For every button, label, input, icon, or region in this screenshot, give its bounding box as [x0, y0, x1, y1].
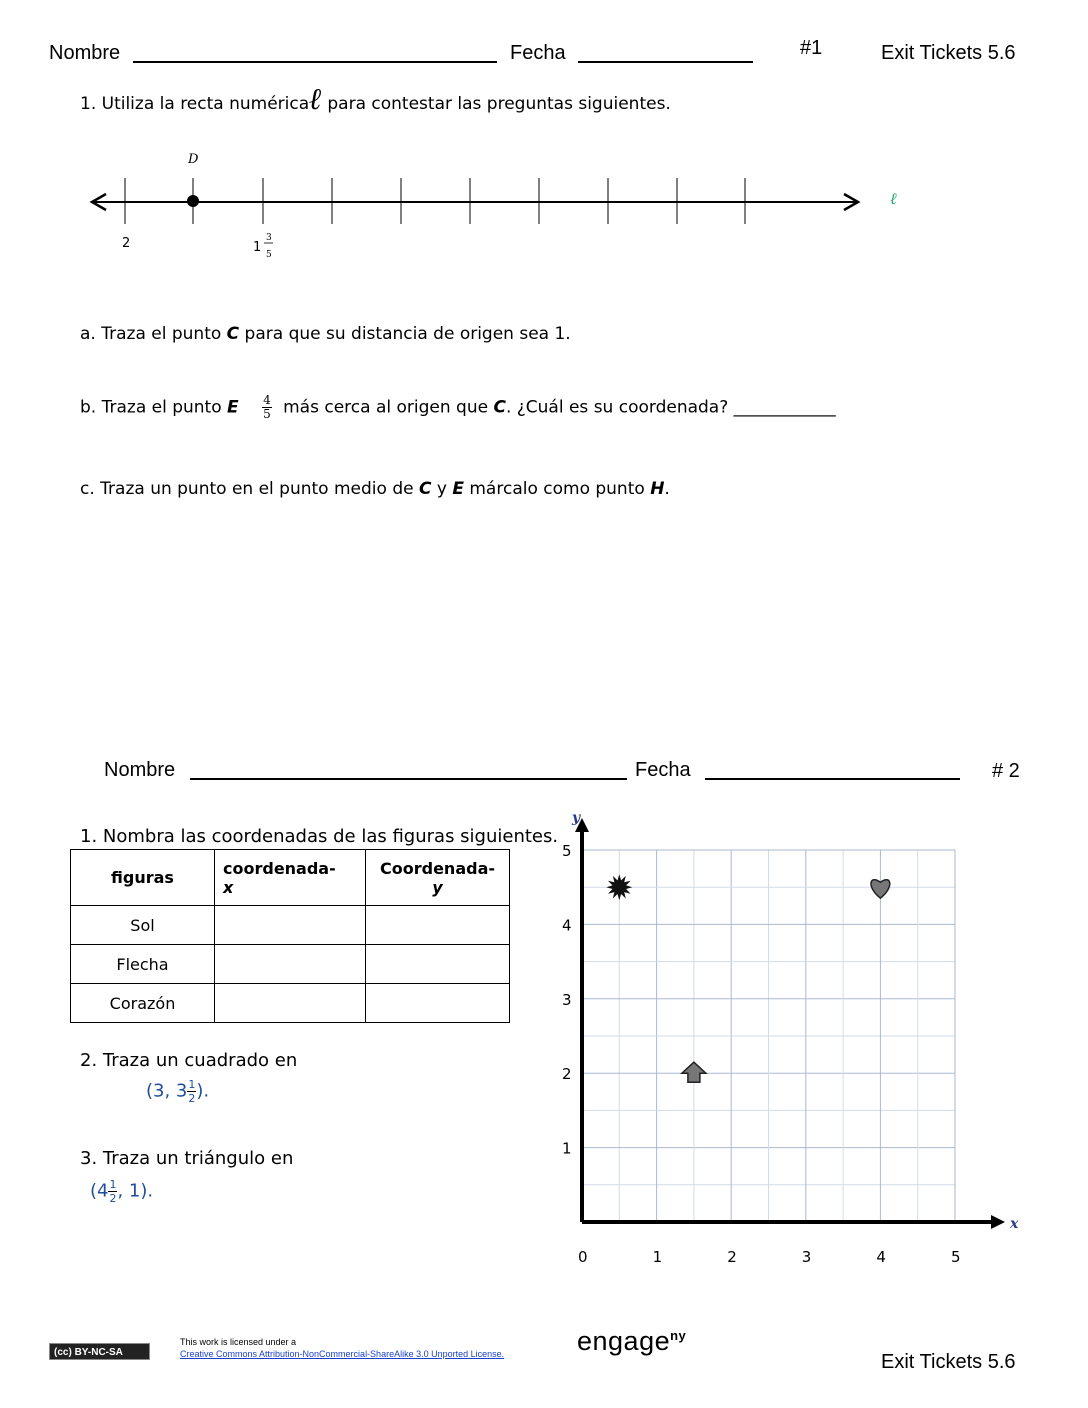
x-tick-label: 1 [652, 1248, 663, 1266]
question-2: 2. Traza un cuadrado en [80, 1050, 298, 1071]
y-axis-label: y [572, 810, 581, 826]
point-c-label: C [226, 324, 240, 344]
part-a [80, 324, 571, 344]
table-row [71, 984, 510, 1023]
date-label-2: Fecha [635, 759, 691, 781]
flecha-y-cell[interactable] [366, 945, 510, 984]
x-tick-label: 3 [801, 1248, 812, 1266]
ticket-number-2: # 2 [992, 760, 1020, 782]
part-c-text: c. Traza un punto en el punto medio de [80, 479, 419, 499]
name-blank-2[interactable] [190, 778, 627, 780]
point-d-label: D [188, 152, 199, 167]
x-axis-arrow-icon [991, 1215, 1005, 1229]
line-label: ℓ [890, 189, 897, 208]
header-x: coordenada- x [215, 850, 366, 906]
part-c: c. Traza un punto en el punto medio de C y E márcalo como punto H. [80, 479, 670, 499]
part-b [80, 394, 836, 421]
number-line [80, 145, 920, 275]
x-tick-label: 5 [951, 1248, 961, 1266]
y-tick-label: 5 [562, 842, 572, 860]
license-text [180, 1336, 504, 1360]
cc-license-badge: (cc) BY-NC-SA [49, 1343, 150, 1360]
part-b-middle: más cerca al origen que [277, 397, 494, 418]
coordinate-plane [540, 800, 1040, 1270]
corazon-x-cell[interactable] [215, 984, 366, 1023]
name-label-2: Nombre [104, 759, 176, 781]
point-c-ref: C [493, 397, 506, 418]
tick-label-num: 3 [266, 233, 272, 243]
y-tick-label: 3 [562, 990, 572, 1009]
question-3-coordinate: (4 $\frac{1}{2}$ , 1). [90, 1178, 154, 1205]
sol-y-cell[interactable] [366, 906, 510, 945]
series-title: Exit Tickets 5.6 [881, 42, 1016, 64]
question-1 [80, 82, 671, 117]
x-axis-label: x [1010, 1216, 1019, 1232]
x-tick-label: 2 [727, 1248, 737, 1266]
flecha-x-cell[interactable] [215, 945, 366, 984]
x-tick-label: 0 [578, 1248, 588, 1266]
license-line: This work is licensed under a [180, 1337, 297, 1347]
coordinates-table [70, 849, 510, 1023]
sol-x-cell[interactable] [215, 906, 366, 945]
row-label-corazon: Corazón [71, 984, 215, 1023]
tick-label-2: 2 [122, 236, 131, 251]
ticket-number: #1 [800, 37, 823, 59]
fraction-four-fifths: $\frac{4}{5}$ [263, 393, 271, 421]
table-row [71, 945, 510, 984]
row-label-sol: Sol [71, 906, 215, 945]
part-a-text: a. Traza el punto [80, 324, 227, 344]
point-d [187, 195, 199, 207]
date-label: Fecha [510, 42, 566, 64]
point-e-label: E [227, 397, 239, 418]
question-text: 1. Utiliza la recta numérica [80, 94, 310, 114]
x-tick-label: 4 [876, 1248, 886, 1266]
row-label-flecha: Flecha [71, 945, 215, 984]
part-a-suffix: para que su distancia de origen sea 1. [239, 324, 571, 344]
name-blank[interactable] [133, 61, 497, 63]
date-blank[interactable] [578, 61, 753, 63]
question-3: 3. Traza un triángulo en [80, 1148, 294, 1169]
line-symbol: ℓ [309, 82, 322, 117]
series-title-footer: Exit Tickets 5.6 [881, 1351, 1016, 1373]
tick-label-den: 5 [266, 250, 272, 260]
part-b-suffix: . ¿Cuál es su coordenada? ____________ [505, 397, 836, 418]
header-figuras: figuras [71, 850, 215, 906]
question-text-suffix: para contestar las preguntas siguientes. [321, 94, 671, 114]
name-label: Nombre [49, 42, 121, 64]
part-b-text: b. Traza el punto [80, 397, 228, 418]
y-tick-label: 1 [562, 1139, 572, 1158]
header-y: Coordenada- y [366, 850, 510, 906]
corazon-y-cell[interactable] [366, 984, 510, 1023]
tick-label-whole: 1 [253, 240, 262, 255]
date-blank-2[interactable] [705, 778, 960, 780]
question-2-coordinate: (3, 3 $\frac{1}{2}$ ). [146, 1078, 210, 1105]
table-row [71, 906, 510, 945]
engageny-logo: engage$^{ny}$ [577, 1326, 687, 1356]
question-1-coordinates: 1. Nombra las coordenadas de las figuras siguientes. [80, 826, 559, 847]
license-link[interactable]: Creative Commons Attribution-NonCommercial-ShareAlike 3.0 Unported License. [180, 1349, 505, 1359]
y-tick-label: 2 [562, 1065, 572, 1084]
y-tick-label: 4 [562, 916, 572, 935]
